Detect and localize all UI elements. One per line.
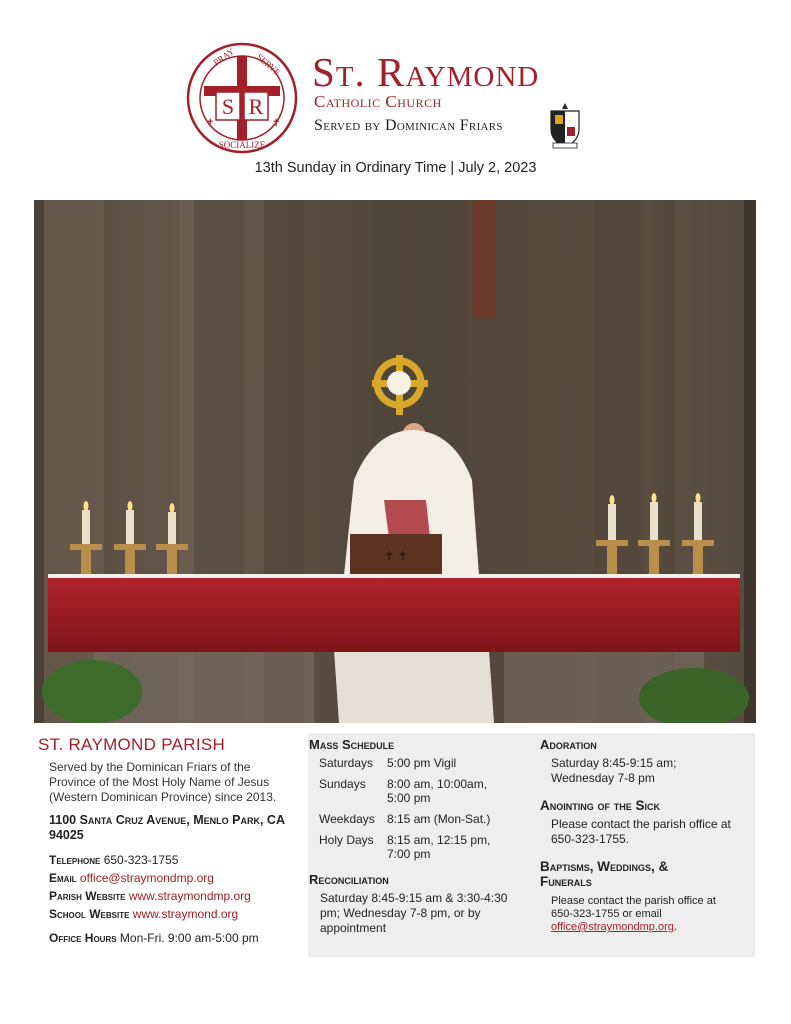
- sacraments-text-block: [540, 895, 731, 934]
- email-label: Email: [49, 871, 77, 885]
- office-hours-value: Mon-Fri. 9:00 am-5:00 pm: [119, 931, 259, 945]
- reconciliation-text: Saturday 8:45-9:15 am & 3:30-4:30 pm; Wednesday 7-8 pm, or by appointment: [320, 891, 508, 935]
- parish-info-column: [38, 737, 300, 946]
- parish-website-label: Parish Website: [49, 889, 126, 903]
- services-column: [540, 737, 750, 934]
- table-row: [319, 812, 502, 833]
- mass-time: 8:15 am (Mon-Sat.): [387, 812, 491, 826]
- mass-day: Weekdays: [319, 812, 375, 826]
- parish-address: 1100 Santa Cruz Avenue, Menlo Park, CA 94025: [49, 813, 285, 842]
- sacraments-end: .: [673, 921, 677, 933]
- anointing-text: Please contact the parish office at 650-323-1755.: [551, 817, 731, 846]
- seal-letter-r: R: [248, 94, 264, 119]
- seal-pray-text: PRAY: [211, 46, 237, 68]
- mass-day: Saturdays: [319, 756, 374, 770]
- email-link[interactable]: office@straymondmp.org: [79, 871, 214, 885]
- sacraments-heading: Baptisms, Weddings, & Funerals: [540, 859, 669, 889]
- table-row: [319, 777, 502, 812]
- office-hours-line: [38, 931, 300, 946]
- parish-heading: ST. RAYMOND PARISH: [38, 735, 226, 754]
- church-subtitle: Catholic Church: [314, 92, 442, 111]
- mass-time: 8:00 am, 10:00am, 5:00 pm: [387, 777, 488, 805]
- telephone-label: Telephone: [49, 853, 101, 867]
- sacraments-email-link[interactable]: office@straymondmp.org: [551, 921, 674, 933]
- school-website-label: School Website: [49, 907, 130, 921]
- served-by-line: Served by Dominican Friars: [314, 117, 503, 134]
- email-line: [38, 871, 300, 886]
- adoration-text: Saturday 8:45-9:15 am; Wednesday 7-8 pm: [551, 756, 677, 785]
- anointing-heading: Anointing of the Sick: [540, 798, 661, 813]
- seal-serve-text: SERVE: [254, 51, 283, 78]
- parish-website-link[interactable]: www.straymondmp.org: [128, 889, 251, 903]
- mass-schedule-heading: Mass Schedule: [309, 737, 395, 752]
- seal-letter-s: S: [221, 94, 235, 119]
- adoration-altar-photo: [34, 200, 756, 723]
- seal-socialize-text: SOCIALIZE: [218, 140, 266, 150]
- mass-schedule-table: [319, 756, 502, 868]
- svg-text:✝ ✝: ✝ ✝: [384, 549, 408, 563]
- telephone-line: [38, 853, 300, 868]
- seal-cross-icon-left: ✝: [206, 118, 215, 129]
- seal-cross-icon-right: ✝: [272, 118, 281, 129]
- parish-website-line: [38, 889, 300, 904]
- telephone-value: 650-323-1755: [103, 853, 179, 867]
- dominican-crest-icon: [545, 101, 585, 149]
- school-website-line: [38, 907, 300, 922]
- liturgical-dateline: 13th Sunday in Ordinary Time | July 2, 2023: [254, 160, 537, 176]
- parish-description: Served by the Dominican Friars of the Province of the Most Holy Name of Jesus (Western Dominican Province) since 2013.: [49, 760, 277, 804]
- table-row: [319, 756, 502, 777]
- mass-time: 5:00 pm Vigil: [387, 756, 457, 770]
- table-row: [319, 833, 502, 868]
- mass-day: Holy Days: [319, 833, 374, 847]
- church-title: St. Raymond: [312, 49, 540, 95]
- parish-seal-logo: [186, 42, 298, 154]
- mass-time: 8:15 am, 12:15 pm, 7:00 pm: [387, 833, 491, 861]
- school-website-link[interactable]: www.straymond.org: [132, 907, 239, 921]
- adoration-heading: Adoration: [540, 737, 597, 752]
- mass-column: [309, 737, 529, 936]
- office-hours-label: Office Hours: [49, 931, 117, 945]
- reconciliation-heading: Reconciliation: [309, 872, 389, 887]
- sacraments-text: Please contact the parish office at 650-323-1755 or email: [551, 895, 716, 920]
- mass-day: Sundays: [319, 777, 366, 791]
